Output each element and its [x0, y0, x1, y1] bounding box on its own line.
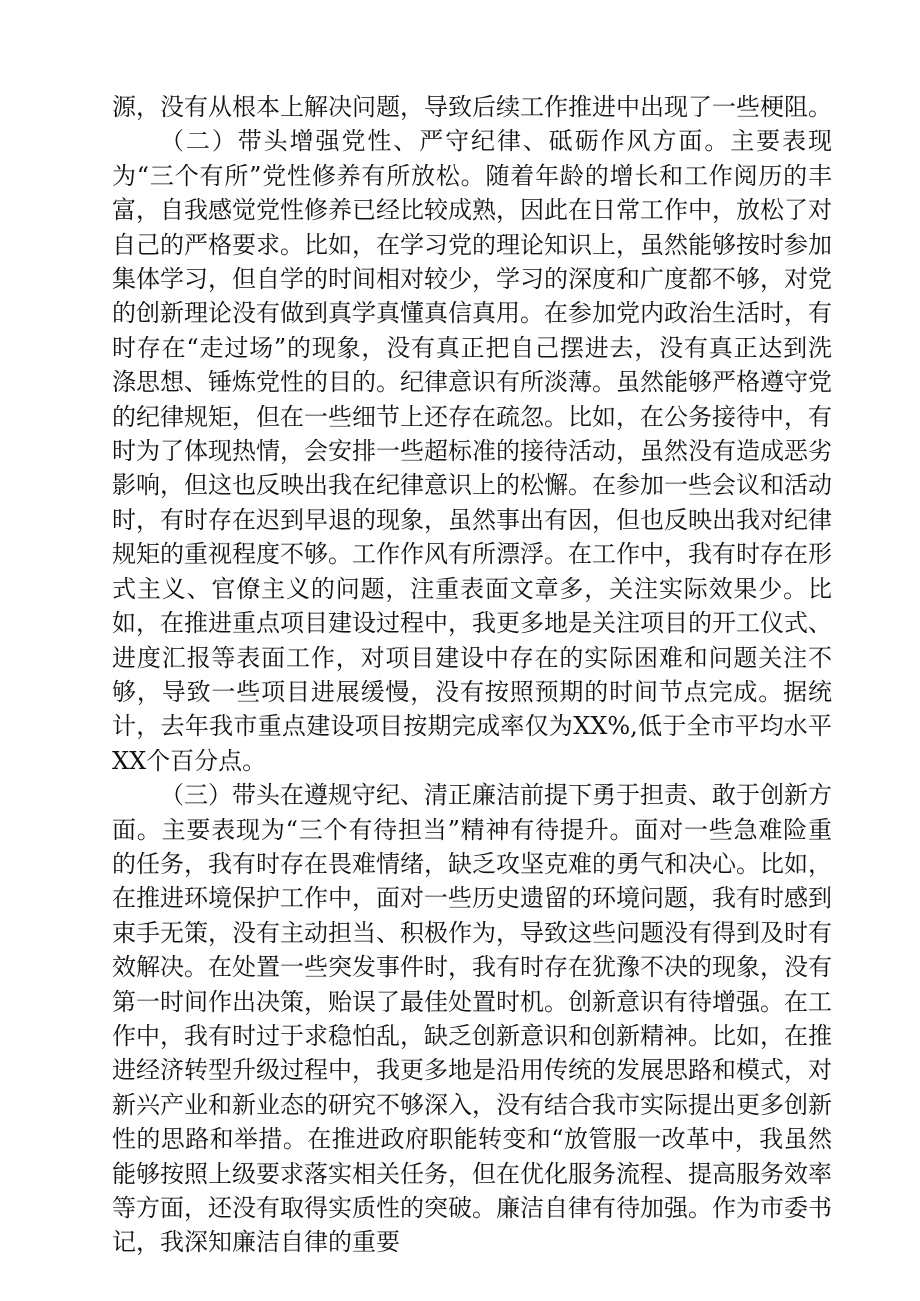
document-page: [112, 90, 832, 1260]
paragraph-continuation: 源，没有从根本上解决问题，导致后续工作推进中出现了一些梗阻。: [112, 93, 832, 121]
paragraph-section-two: （二）带头增强党性、严守纪律、砥砺作风方面。主要表现为“三个有所”党性修养有所放松。随着年龄的增长和工作阅历的丰富，自我感觉党性修养已经比较成熟，因此在日常工作中，放松了对自己的严格要求。比如，在学习党的理论知识上，虽然能够按时参加集体学习，但自学的时间相对较少，学习的深度和广度都不够，对党的创新理论没有做到真学真懂真信真用。在参加党内政治生活时，有时存在“走过场”的现象，没有真正把自己摆进去，没有真正达到洗涤思想、锤炼党性的目的。纪律意识有所淡薄。虽然能够严格遵守党的纪律规矩，但在一些细节上还存在疏忽。比如，在公务接待中，有时为了体现热情，会安排一些超标准的接待活动，虽然没有造成恶劣影响，但这也反映出我在纪律意识上的松懈。在参加一些会议和活动时，有时存在迟到早退的现象，虽然事出有因，但也反映出我对纪律规矩的重视程度不够。工作作风有所漂浮。在工作中，我有时存在形式主义、官僚主义的问题，注重表面文章多，关注实际效果少。比如，在推进重点项目建设过程中，我更多地是关注项目的开工仪式、进度汇报等表面工作，对项目建设中存在的实际困难和问题关注不够，导致一些项目进展缓慢，没有按照预期的时间节点完成。据统计，去年我市重点建设项目按期完成率仅为XX%,低于全市平均水平XX个百分点。: [112, 127, 832, 775]
paragraph-section-three: （三）带头在遵规守纪、清正廉洁前提下勇于担责、敢于创新方面。主要表现为“三个有待担当”精神有待提升。面对一些急难险重的任务，我有时存在畏难情绪，缺乏攻坚克难的勇气和决心。比如，在推进环境保护工作中，面对一些历史遗留的环境问题，我有时感到束手无策，没有主动担当、积极作为，导致这些问题没有得到及时有效解决。在处置一些突发事件时，我有时存在犹豫不决的现象，没有第一时间作出决策，贻误了最佳处置时机。创新意识有待增强。在工作中，我有时过于求稳怕乱，缺乏创新意识和创新精神。比如，在推进经济转型升级过程中，我更多地是沿用传统的发展思路和模式，对新兴产业和新业态的研究不够深入，没有结合我市实际提出更多创新性的思路和举措。在推进政府职能转变和“放管服一改革中，我虽然能够按照上级要求落实相关任务，但在优化服务流程、提高服务效率等方面，还没有取得实质性的突破。廉洁自律有待加强。作为市委书记，我深知廉洁自律的重要: [112, 781, 832, 1257]
